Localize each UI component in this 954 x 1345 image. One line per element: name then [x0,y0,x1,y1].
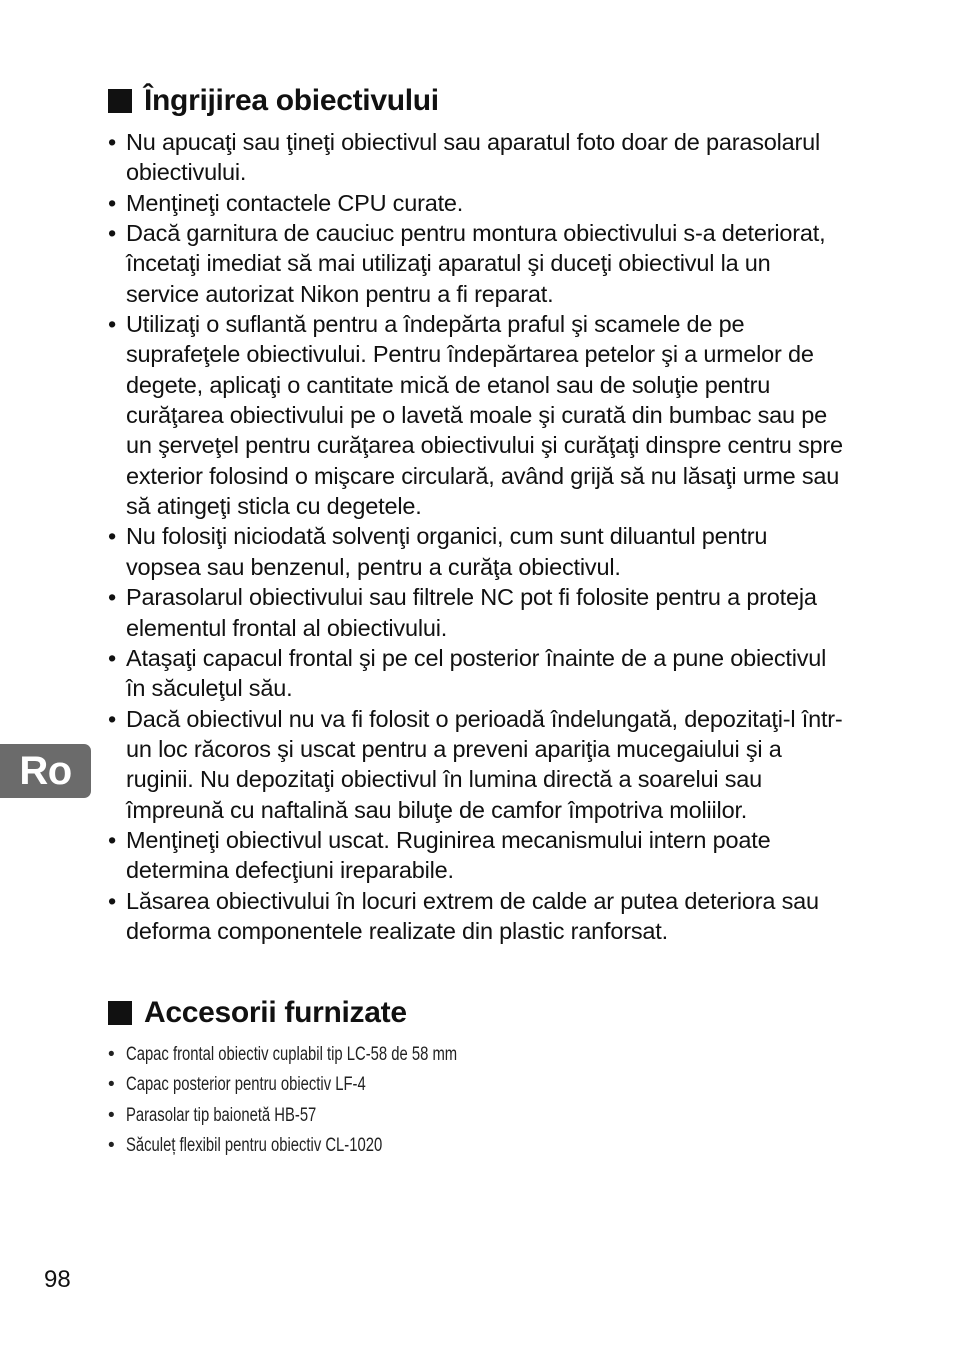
section-heading-accessories [108,996,407,1030]
list-item-text: Dacă garnitura de cauciuc pentru montura obiectivului s-a deteriorat, încetaţi imediat să mai utilizaţi aparatul şi duceţi obiectivul la un service autorizat Nikon pentru a fi reparat. [126,220,826,307]
language-tab: Ro [0,744,91,798]
bullet-icon: • [108,826,117,853]
bullet-icon: • [108,705,117,732]
list-item [108,582,848,643]
list-item [108,309,848,521]
bullet-icon: • [108,129,117,155]
section-title: Accesorii furnizate [144,996,407,1029]
list-item-text: Nu apucaţi sau ţineţi obiectivul sau aparatul foto doar de parasolarul obiectivului. [126,129,821,186]
list-item-text: Menţineţi obiectivul uscat. Ruginirea mecanismului intern poate determina defecţiuni ireparabile. [126,826,771,884]
bullet-icon: • [108,644,117,671]
list-item [108,188,848,218]
list-item-text: Dacă obiectivul nu va fi folosit o perioadă îndelungată, depozitaţi-l într-un loc răcoros şi uscat pentru a preveni apariţia mucegaiului şi a ruginii. Nu depozitaţi obiectivul în lumina directă a soarelui sau împreună cu naftalină sau biluţe de camfor împotriva moliilor. [126,705,843,823]
section-heading-lens-care [108,84,439,118]
list-item [108,1101,808,1131]
list-item-text: Capac posterior pentru obiectiv LF-4 [126,1074,366,1096]
bullet-icon: • [108,523,117,550]
list-item [108,643,848,704]
list-item-text: Parasolarul obiectivului sau filtrele NC pot fi folosite pentru a proteja elementul frontal al obiectivului. [126,584,817,641]
bullet-icon: • [108,311,117,338]
list-item-text: Săculeț flexibil pentru obiectiv CL-1020 [126,1134,383,1156]
accessories-list [108,1040,808,1161]
list-item [108,127,848,188]
list-item [108,704,848,825]
bullet-icon: • [108,584,117,611]
list-item [108,1040,808,1070]
list-item-text: Parasolar tip baionetă HB-57 [126,1104,317,1126]
bullet-icon: • [108,1074,115,1096]
list-item [108,218,848,309]
page-number: 98 [44,1266,71,1293]
bullet-icon: • [108,1044,115,1065]
bullet-icon: • [108,1134,115,1156]
list-item [108,1070,808,1100]
bullet-icon: • [108,887,117,914]
bullet-icon: • [108,1104,115,1126]
list-item [108,886,848,947]
list-item-text: Menţineţi contactele CPU curate. [126,189,464,216]
section-title: Îngrijirea obiectivului [144,84,439,117]
lens-care-list [108,127,848,946]
square-icon [108,89,132,113]
list-item [108,521,848,582]
list-item-text: Nu folosiţi niciodată solvenţi organici, cum sunt diluantul pentru vopsea sau benzenul, pentru a curăţa obiectivul. [126,523,768,580]
list-item [108,825,848,886]
bullet-icon: • [108,220,117,247]
square-icon [108,1001,132,1025]
bullet-icon: • [108,189,117,216]
list-item-text: Lăsarea obiectivului în locuri extrem de calde ar putea deteriora sau deforma componentele realizate din plastic ranforsat. [126,887,819,944]
list-item [108,1131,808,1161]
list-item-text: Ataşaţi capacul frontal şi pe cel posterior înainte de a pune obiectivul în săculeţul său. [126,644,827,702]
list-item-text: Utilizaţi o suflantă pentru a îndepărta praful şi scamele de pe suprafeţele obiectivului. Pentru îndepărtarea petelor şi a urmelor de degete, aplicaţi o cantitate mică de etanol sau de soluţie pentru curăţarea obiectivului pe o lavetă moale şi curată din bumbac sau pe un şerveţel pentru curăţarea obiectivului şi curăţaţi dinspre centru spre exterior folosind o mişcare circulară, având grijă să nu lăsaţi urme sau să atingeţi sticla cu degetele. [126,311,843,520]
list-item-text: Capac frontal obiectiv cuplabil tip LC-58 de 58 mm [126,1044,458,1065]
